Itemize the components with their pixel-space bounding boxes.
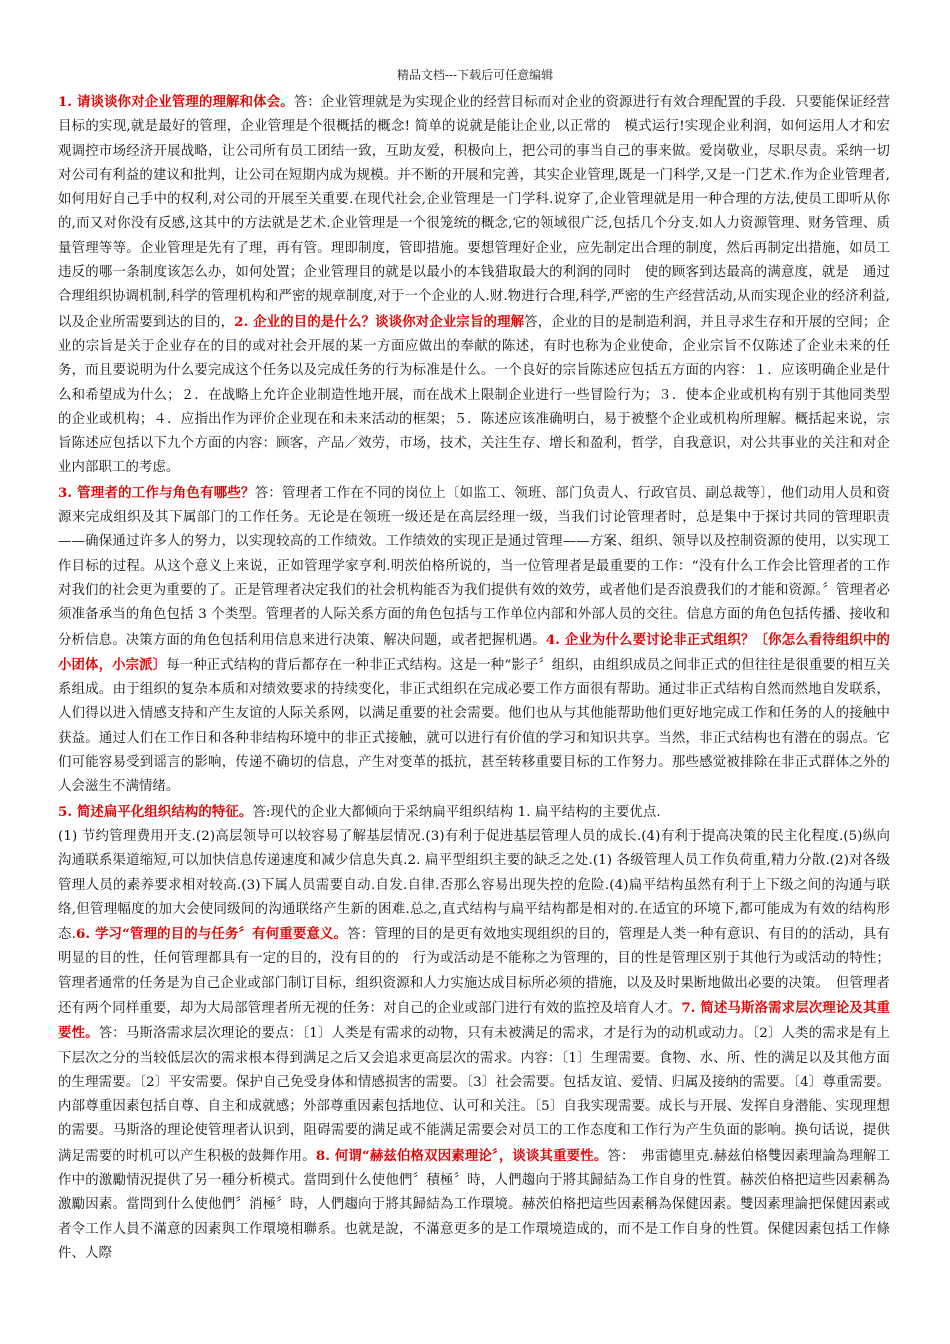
paragraph-1 [58, 90, 890, 481]
answer-1: 答：企业管理就是为实现企业的经营目标而对企业的资源进行有效合理配置的手段．只要能保证经营目标的实现,就是最好的管理，企业管理是个很概括的概念! 简单的说就是能让企业,以正常的 模式运行!实现企业利润，如何运用人才和宏观调控市场经济开展战略，让公司所有员工团结一致，互助友爱，积极向上，把公司的事当自己的事来做。爱岗敬业，尽职尽责。采纳一切对公司有利益的建议和批判，让公司在短期内成为规模。并不断的开展和完善，其实企业管理,既是一门科学,又是一门艺术.作为企业管理者,如何用好自己手中的权利,对公司的开展至关重要.在现代社会,企业管理是一门学科.说穿了,企业管理就是用一种合理的方法,使员工即听从你的,而又对你没有反感,这其中的方法就是艺术.企业管理是一个很笼统的概念,它的领域很广泛,包括几个分支.如人力资源管理、财务管理、质量管理等等。企业管理是先有了理，再有管。理即制度，管即措施。要想管理好企业，应先制定出合理的制度，然后再制定出措施，如员工违反的哪一条制度该怎么办，如何处置；企业管理目的就是以最小的本钱猎取最大的利润的同时 使的顾客到达最高的满意度，就是 通过合理组织协调机制,科学的管理机构和严密的规章制度,对于一个企业的人.财.物进行合理,科学,严密的生产经营活动,从而实现企业的经济利益,以及企业所需要到达的目的， [58, 95, 890, 330]
answer-5-continued: (1) 节约管理费用开支.(2)高层领导可以较容易了解基层情况.(3)有利于促进基层管理人员的成长.(4)有利于提高决策的民主化程度.(5)纵向沟通联系渠道缩短,可以加快信息传递速度和减少信息失真.2. 扁平型组织主要的缺乏之处.(1) 各级管理人员工作负荷重,精力分散.(2)对各级管理人员的素养要求相对较高.(3)下属人员需要自动.自发.自律.否那么容易出现失控的危险.(4)扁平结构虽然有利于上下级之间的沟通与联络,但管理幅度的加大会使同级间的沟通联络产生新的困难.总之,直式结构与扁平结构都是相对的.在适宜的环境下,都可能成为有效的结构形态. [58, 828, 890, 943]
paragraph-3 [58, 800, 890, 825]
answer-8: 答： 弗雷德里克.赫兹伯格雙因素理論為理解工作中的激勵情況提供了另一種分析模式。當問到什么使他們〞積極〞時，人們趨向于將其歸結為工作自身的性質。赫茨伯格把這些因素稱為激勵因素。當問到什么使他們〞消極〞時，人們趨向于將其歸結為工作環境。赫茨伯格把這些因素稱為保健因素。雙因素理論把保健因素或者令工作人員不滿意的因素與工作環境相聯系。也就是說，不滿意更多的是工作環境造成的，而不是工作自身的性質。保健因素包括工作條件、人際 [58, 1148, 890, 1261]
paragraph-4 [58, 825, 890, 1266]
page-header: 精品文档---下载后可任意编辑 [396, 68, 554, 82]
document-body [58, 90, 890, 1266]
question-6: 6. 学习“管理的目的与任务〞有何重要意义。 [75, 926, 348, 943]
question-7: 7. 简述马斯洛需求层次理论及其重要性。 [58, 999, 890, 1042]
answer-4: 每一种正式结构的背后都存在一种非正式结构。这是一种“影子〞组织，由组织成员之间非正式的但往往是很重要的相互关系组成。由于组织的复杂本质和对绩效要求的持续变化，非正式组织在完成必要工作方面很有帮助。通过非正式结构自然而然地自发联系，人们得以进入情感支持和产生友谊的人际关系网，以满足重要的社会需要。他们也从与其他能帮助他们更好地完成工作和任务的人的接触中获益。通过人们在工作日和各种非结构环境中的非正式接触，就可以进行有价值的学习和知识共享。当然，非正式结构也有潜在的弱点。它们可能容易受到谣言的影响，传递不确切的信息，产生对变革的抵抗，甚至转移重要目标的工作努力。那些感觉被排除在非正式群体之外的人会滋生不满情绪。 [58, 657, 890, 795]
answer-2: 答，企业的目的是制造利润，并且寻求生存和开展的空间；企业的宗旨是关于企业存在的目的或对社会开展的某一方面应做出的奉献的陈述，有时也称为企业使命，企业宗旨不仅陈述了企业未来的任务，而且要说明为什么要完成这个任务以及完成任务的行为标准是什么。一个良好的宗旨陈述应包括五方面的内容：１．应该明确企业是什么和希望成为什么；２．在战略上允许企业制造性地开展，而在战术上限制企业进行一些冒险行为；３．使本企业或机构有别于其他同类型的企业或机构；４．应指出作为评价企业现在和未来活动的框架；５．陈述应该准确明白，易于被整个企业或机构所理解。概括起来说，宗旨陈述应包括以下九个方面的内容：顾客，产品／效劳，市场，技术，关注生存、增长和盈利，哲学，自我意识，对公共事业的关注和对企业内部职工的考虑。 [58, 314, 890, 476]
answer-3: 答：管理者工作在不同的岗位上〔如监工、领班、部门负责人、行政官员、副总裁等〕，他们动用人员和资源来完成组织及其下属部门的工作任务。无论是在领班一级还是在高层经理一级，当我们讨论管理者时，总是集中于探讨共同的管理职责——确保通过许多人的努力，以实现较高的工作绩效。工作绩效的实现正是通过管理——方案、组织、领导以及控制资源的使用，以实现工作目标的过程。从这个意义上来说，正如管理学家亨利.明茨伯格所说的，当一位管理者是最重要的工作：“没有什么工作会比管理者的工作对我们的社会更为重要的了。正是管理者决定我们的社会机构能否为我们提供有效的效劳，或者他们是否浪费我们的才能和资源。〞管理者必须准备承当的角色包括 3 个类型。管理者的人际关系方面的角色包括与工作单位内部和外部人员的交往。信息方面的角色包括传播、接收和分析信息。决策方面的角色包括利用信息来进行决策、解决问题，或者把握机遇。 [58, 485, 890, 648]
question-4: 4. 企业为什么要讨论非正式组织？〔你怎么看待组织中的小团体，小宗派〕 [58, 631, 890, 673]
question-3: 3. 管理者的工作与角色有哪些？ [58, 484, 255, 501]
question-8: 8. 何谓“赫兹伯格双因素理论〞，谈谈其重要性。 [315, 1147, 608, 1164]
question-2: 2. 企业的目的是什么？谈谈你对企业宗旨的理解 [234, 313, 525, 330]
paragraph-2 [58, 481, 890, 800]
answer-7: 答：马斯洛需求层次理论的要点：〔1〕人类是有需求的动物，只有未被满足的需求，才是行为的动机或动力。〔2〕人类的需求是有上下层次之分的当较低层次的需求根本得到满足之后又会追求更高层次的需求。内容：〔1〕生理需要。食物、水、所、性的满足以及其他方面的生理需要。〔2〕平安需要。保护自己免受身体和情感损害的需要。〔3〕社会需要。包括友谊、爱情、归属及接纳的需要。〔4〕尊重需要。内部尊重因素包括自尊、自主和成就感；外部尊重因素包括地位、认可和关注。〔5〕自我实现需要。成长与开展、发挥自身潜能、实现理想的需要。马斯洛的理论使管理者认识到，阻碍需要的满足或不能满足需要会对员工的工作态度和工作行为产生负面的影响。换句话说，提供满足需要的时机可以产生积极的鼓舞作用。 [58, 1026, 890, 1164]
question-5: 5. 简述扁平化组织结构的特征。 [58, 803, 253, 820]
answer-6: 答：管理的目的是更有效地实现组织的目的，管理是人类一种有意识、有目的的活动，具有明显的目的性，任何管理都具有一定的目的，没有目的的 行为或活动是不能称之为管理的，目的性是管理区别于其他行为或活动的特性；管理者通常的任务是为自己企业或部门制订目标，组织资源和人力实施达成目标所必须的措施，以及及时果断地做出必要的决策。 但管理者还有两个同样重要，却为大局部管理者所无视的任务：对自己的企业或部门进行有效的监控及培育人才。 [58, 927, 890, 1016]
question-1: 1. 请谈谈你对企业管理的理解和体会。 [58, 94, 294, 110]
answer-5: 答:现代的企业大都倾向于采纳扁平组织结构 1. 扁平结构的主要优点. [252, 804, 661, 820]
